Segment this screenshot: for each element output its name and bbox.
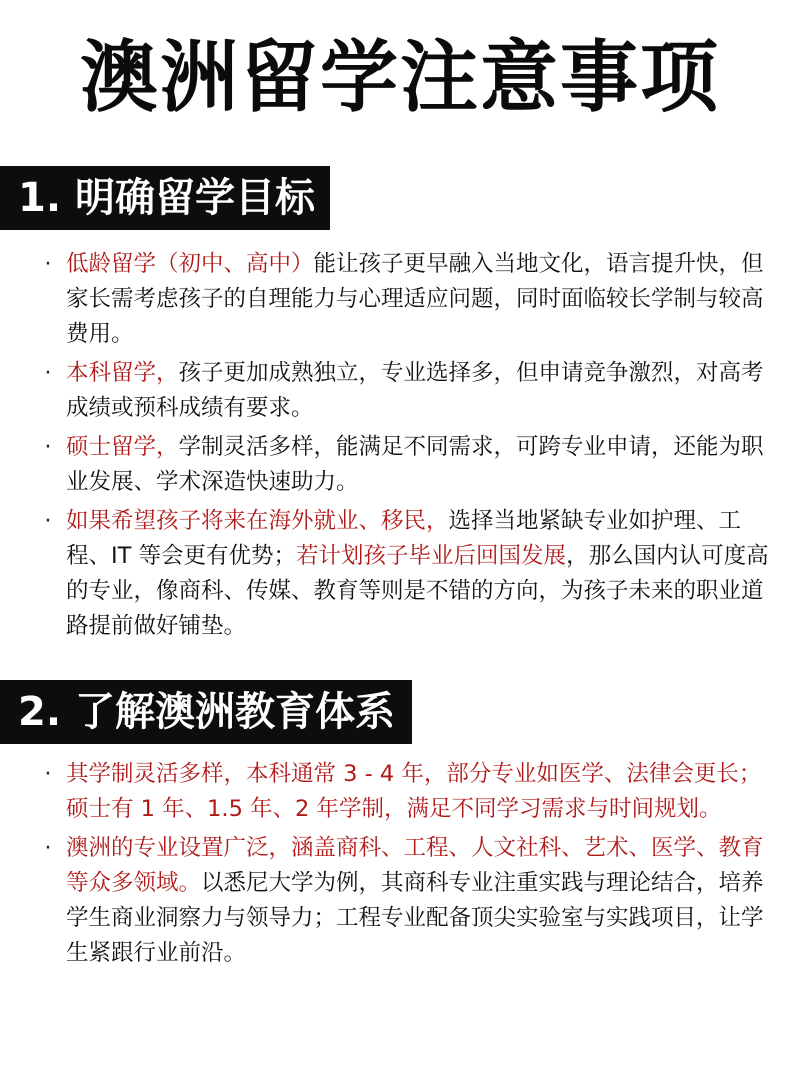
highlight-text: 硕士留学， [66,434,179,460]
highlight-text: 低龄留学（初中、高中） [66,251,314,277]
highlight-text: 澳洲的专业设置广泛，涵盖商科、工程、人文社科、艺术、医学、教育等众多领域。 [66,835,764,896]
highlight-text: 其学制灵活多样，本科通常 3 - 4 年，部分专业如医学、法律会更长；硕士有 1 年、1.5 年、2 年学制，满足不同学习需求与时间规划。 [66,761,762,822]
education-list [36,757,776,975]
bullet-icon: · [44,434,52,460]
highlight-text: 如果希望孩子将来在海外就业、移民， [66,508,449,534]
body-text: 学制灵活多样，能满足不同需求，可跨专业申请，还能为职业发展、学术深造快速助力。 [66,434,764,495]
list-item [36,757,776,827]
highlight-text: 本科留学， [66,360,179,386]
body-text: 选择当地紧缺专业如护理、工程、IT 等会更有优势； [66,508,742,569]
bullet-icon: · [44,835,52,861]
list-item [36,356,776,426]
bullet-icon: · [44,761,52,787]
section-heading-goals: 1. 明确留学目标 [0,166,330,230]
body-text: 以悉尼大学为例，其商科专业注重实践与理论结合，培养学生商业洞察力与领导力；工程专业配备顶尖实验室与实践项目，让学生紧跟行业前沿。 [66,870,764,966]
bullet-icon: · [44,251,52,277]
body-text: 能让孩子更早融入当地文化，语言提升快，但家长需考虑孩子的自理能力与心理适应问题，同时面临较长学制与较高费用。 [66,251,764,347]
list-item [36,504,776,644]
highlight-text: 若计划孩子毕业后回国发展 [296,543,567,569]
list-item [36,430,776,500]
list-item [36,247,776,352]
bullet-icon: · [44,360,52,386]
list-item [36,831,776,971]
page-title: 澳洲留学注意事项 [79,33,720,123]
body-text: ，那么国内认可度高的专业，像商科、传媒、教育等则是不错的方向，为孩子未来的职业道路提前做好铺垫。 [66,543,769,639]
body-text: 孩子更加成熟独立，专业选择多，但申请竞争激烈，对高考成绩或预科成绩有要求。 [66,360,764,421]
bullet-icon: · [44,508,52,534]
section-heading-education-system: 2. 了解澳洲教育体系 [0,680,412,744]
goals-list [36,247,776,648]
